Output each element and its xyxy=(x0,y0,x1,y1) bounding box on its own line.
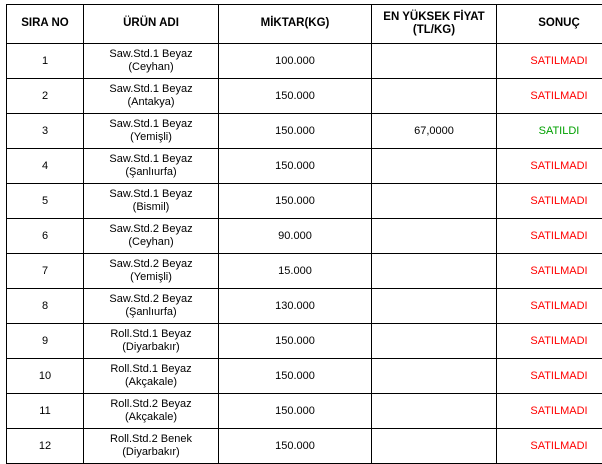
cell-urun-adi xyxy=(84,429,219,464)
cell-miktar: 150.000 xyxy=(219,394,372,429)
cell-miktar: 150.000 xyxy=(219,149,372,184)
cell-en-yuksek-fiyat xyxy=(372,254,497,289)
product-origin-line: (Akçakale) xyxy=(86,376,216,389)
product-origin-line: (Diyarbakır) xyxy=(86,446,216,459)
price-header-line-2: (TL/KG) xyxy=(374,24,494,37)
cell-en-yuksek-fiyat xyxy=(372,219,497,254)
table-row xyxy=(7,254,602,289)
table-header xyxy=(7,5,602,44)
status-badge: SATILMADI xyxy=(530,55,587,67)
status-badge: SATILMADI xyxy=(530,195,587,207)
cell-urun-adi xyxy=(84,79,219,114)
product-origin-line: (Yemişli) xyxy=(86,131,216,144)
cell-miktar: 150.000 xyxy=(219,359,372,394)
table-row xyxy=(7,79,602,114)
product-name-line: Saw.Std.1 Beyaz xyxy=(86,118,216,131)
cell-miktar: 15.000 xyxy=(219,254,372,289)
product-name-line: Roll.Std.1 Beyaz xyxy=(86,328,216,341)
cell-en-yuksek-fiyat xyxy=(372,184,497,219)
cell-en-yuksek-fiyat xyxy=(372,44,497,79)
product-origin-line: (Akçakale) xyxy=(86,411,216,424)
table-row xyxy=(7,394,602,429)
table-row xyxy=(7,289,602,324)
product-name-line: Saw.Std.1 Beyaz xyxy=(86,153,216,166)
product-origin-line: (Şanlıurfa) xyxy=(86,306,216,319)
cell-urun-adi xyxy=(84,44,219,79)
cell-sira-no: 8 xyxy=(7,289,84,324)
cell-urun-adi xyxy=(84,324,219,359)
cell-sira-no: 11 xyxy=(7,394,84,429)
cell-sonuc xyxy=(497,429,602,464)
product-name-line: Roll.Std.2 Benek xyxy=(86,433,216,446)
cell-sonuc xyxy=(497,359,602,394)
table-row xyxy=(7,429,602,464)
cell-urun-adi xyxy=(84,114,219,149)
cell-sonuc xyxy=(497,114,602,149)
status-badge: SATILMADI xyxy=(530,440,587,452)
cell-urun-adi xyxy=(84,359,219,394)
cell-sonuc xyxy=(497,394,602,429)
cell-urun-adi xyxy=(84,219,219,254)
table-header-row xyxy=(7,5,602,44)
cell-sira-no: 9 xyxy=(7,324,84,359)
product-name-line: Saw.Std.1 Beyaz xyxy=(86,188,216,201)
cell-sira-no: 2 xyxy=(7,79,84,114)
status-badge: SATILMADI xyxy=(530,230,587,242)
product-origin-line: (Şanlıurfa) xyxy=(86,166,216,179)
status-badge: SATILDI xyxy=(539,125,580,137)
cell-sonuc xyxy=(497,184,602,219)
product-origin-line: (Ceyhan) xyxy=(86,61,216,74)
cell-en-yuksek-fiyat xyxy=(372,289,497,324)
product-name-line: Saw.Std.2 Beyaz xyxy=(86,223,216,236)
cell-urun-adi xyxy=(84,184,219,219)
product-name-line: Saw.Std.2 Beyaz xyxy=(86,293,216,306)
product-origin-line: (Bismil) xyxy=(86,201,216,214)
cell-sira-no: 3 xyxy=(7,114,84,149)
cell-miktar: 100.000 xyxy=(219,44,372,79)
price-header-line-1: EN YÜKSEK FİYAT xyxy=(374,11,494,24)
cell-sira-no: 7 xyxy=(7,254,84,289)
product-name-line: Roll.Std.2 Beyaz xyxy=(86,398,216,411)
status-badge: SATILMADI xyxy=(530,335,587,347)
cell-miktar: 90.000 xyxy=(219,219,372,254)
cell-sira-no: 4 xyxy=(7,149,84,184)
cell-sonuc xyxy=(497,79,602,114)
cell-sira-no: 10 xyxy=(7,359,84,394)
table-row xyxy=(7,324,602,359)
product-name-line: Roll.Std.1 Beyaz xyxy=(86,363,216,376)
cell-sonuc xyxy=(497,149,602,184)
cell-en-yuksek-fiyat xyxy=(372,394,497,429)
cell-sonuc xyxy=(497,289,602,324)
status-badge: SATILMADI xyxy=(530,265,587,277)
cell-sira-no: 6 xyxy=(7,219,84,254)
cell-miktar: 150.000 xyxy=(219,429,372,464)
cell-miktar: 150.000 xyxy=(219,79,372,114)
product-origin-line: (Ceyhan) xyxy=(86,236,216,249)
column-header-miktar: MİKTAR(KG) xyxy=(219,5,372,44)
cell-urun-adi xyxy=(84,289,219,324)
cell-sonuc xyxy=(497,254,602,289)
cell-en-yuksek-fiyat xyxy=(372,79,497,114)
status-badge: SATILMADI xyxy=(530,160,587,172)
product-name-line: Saw.Std.1 Beyaz xyxy=(86,48,216,61)
cell-sonuc xyxy=(497,324,602,359)
column-header-urun-adi: ÜRÜN ADI xyxy=(84,5,219,44)
status-badge: SATILMADI xyxy=(530,90,587,102)
product-origin-line: (Diyarbakır) xyxy=(86,341,216,354)
cell-urun-adi xyxy=(84,254,219,289)
cell-miktar: 150.000 xyxy=(219,114,372,149)
cell-sonuc xyxy=(497,219,602,254)
cell-sira-no: 1 xyxy=(7,44,84,79)
cell-en-yuksek-fiyat xyxy=(372,429,497,464)
product-origin-line: (Yemişli) xyxy=(86,271,216,284)
product-name-line: Saw.Std.1 Beyaz xyxy=(86,83,216,96)
table-row xyxy=(7,184,602,219)
cell-en-yuksek-fiyat: 67,0000 xyxy=(372,114,497,149)
product-origin-line: (Antakya) xyxy=(86,96,216,109)
cell-miktar: 130.000 xyxy=(219,289,372,324)
table-row xyxy=(7,219,602,254)
status-badge: SATILMADI xyxy=(530,300,587,312)
column-header-sira-no: SIRA NO xyxy=(7,5,84,44)
cell-sira-no: 5 xyxy=(7,184,84,219)
column-header-en-yuksek-fiyat xyxy=(372,5,497,44)
cell-miktar: 150.000 xyxy=(219,184,372,219)
table-row xyxy=(7,359,602,394)
table-body xyxy=(7,44,602,464)
table-row xyxy=(7,114,602,149)
status-badge: SATILMADI xyxy=(530,370,587,382)
product-name-line: Saw.Std.2 Beyaz xyxy=(86,258,216,271)
cell-urun-adi xyxy=(84,394,219,429)
cell-en-yuksek-fiyat xyxy=(372,149,497,184)
table-row xyxy=(7,44,602,79)
auction-results-table xyxy=(6,4,602,464)
cell-sira-no: 12 xyxy=(7,429,84,464)
column-header-sonuc: SONUÇ xyxy=(497,5,602,44)
cell-sonuc xyxy=(497,44,602,79)
status-badge: SATILMADI xyxy=(530,405,587,417)
cell-en-yuksek-fiyat xyxy=(372,359,497,394)
cell-urun-adi xyxy=(84,149,219,184)
cell-en-yuksek-fiyat xyxy=(372,324,497,359)
table-row xyxy=(7,149,602,184)
cell-miktar: 150.000 xyxy=(219,324,372,359)
